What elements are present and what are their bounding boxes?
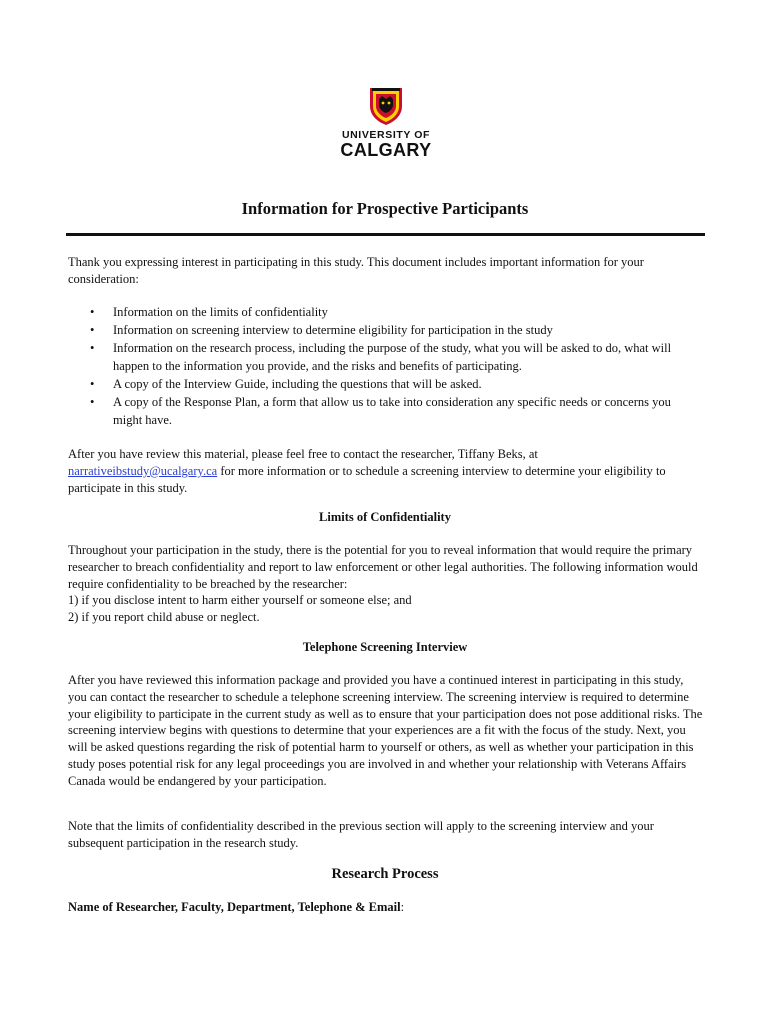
university-crest-icon <box>368 86 404 126</box>
bullet-icon: • <box>90 377 95 391</box>
intro-text: Thank you expressing interest in participating in this study. This document includes important information for your consideration: <box>68 255 644 286</box>
list-item <box>68 339 688 375</box>
title-divider <box>66 233 705 236</box>
list-item <box>68 375 688 393</box>
screening-note-paragraph <box>68 818 704 852</box>
list-item-text: Information on the research process, including the purpose of the study, what you will be asked to do, what will happen to the information you provide, and the risks and benefits of participating. <box>113 341 672 373</box>
logo-text-calgary: CALGARY <box>340 140 432 160</box>
section-heading-screening: Telephone Screening Interview <box>302 640 468 654</box>
page-title: Information for Prospective Participants <box>241 199 529 218</box>
screening-paragraph <box>68 672 704 790</box>
logo-text-university-of: UNIVERSITY OF <box>341 129 431 141</box>
contact-text-after: for more information or to schedule a screening interview to determine your eligibility to participate in this study. <box>68 463 666 495</box>
university-logo <box>336 86 436 166</box>
researcher-info-colon: : <box>400 900 405 914</box>
list-item-text: Information on screening interview to determine eligibility for participation in the study <box>113 323 553 337</box>
section-heading-confidentiality: Limits of Confidentiality <box>319 510 451 524</box>
list-item-text: Information on the limits of confidentiality <box>113 305 328 319</box>
confidentiality-item-2: 2) if you report child abuse or neglect. <box>68 610 260 625</box>
info-list <box>68 303 688 429</box>
screening-text: After you have reviewed this information package and provided you have a continued interest in participating in this study, you can contact the researcher to schedule a telephone screening interview. The screening interview is required to determine your eligibility to participate in the current study as well as to ensure that your participation does not pose additional risks. The screening interview begins with questions to determine that your experiences are a fit with the focus of the study. Next, you will be asked questions regarding the risk of potential harm to yourself or others, as well as whether your participation in this study poses potential risk for any legal proceedings you are involved in and whether your relationship with Veterans Affairs Canada would be endangered by your participation. <box>68 673 703 788</box>
researcher-info-label <box>68 899 704 916</box>
confidentiality-paragraph <box>68 542 704 626</box>
bullet-icon: • <box>90 395 95 409</box>
bullet-icon: • <box>90 323 95 337</box>
bullet-icon: • <box>90 305 95 319</box>
list-item-text: A copy of the Interview Guide, including the questions that will be asked. <box>113 377 482 391</box>
intro-paragraph <box>68 254 704 288</box>
list-item-text: A copy of the Response Plan, a form that allow us to take into consideration any specific needs or concerns you might have. <box>113 395 671 427</box>
contact-paragraph <box>68 446 704 496</box>
contact-text-before: After you have review this material, please feel free to contact the researcher, Tiffany Beks, at <box>68 447 538 461</box>
confidentiality-item-1: 1) if you disclose intent to harm either yourself or someone else; and <box>68 593 412 608</box>
screening-note-text: Note that the limits of confidentiality described in the previous section will apply to the screening interview and your subsequent participation in the research study. <box>68 819 654 850</box>
list-item <box>68 393 688 429</box>
section-heading-research-process: Research Process <box>331 866 439 882</box>
list-item <box>68 321 688 339</box>
confidentiality-text: Throughout your participation in the study, there is the potential for you to reveal information that would require the primary researcher to breach confidentiality and report to law enforcement or other legal authorities. The following information would require confidentiality to be breached by the researcher: <box>68 543 698 591</box>
bullet-icon: • <box>90 341 95 355</box>
researcher-email-link[interactable]: narrativeibstudy@ucalgary.ca <box>68 463 218 478</box>
researcher-info-label-text: Name of Researcher, Faculty, Department, Telephone & Email <box>68 900 401 914</box>
list-item <box>68 303 688 321</box>
